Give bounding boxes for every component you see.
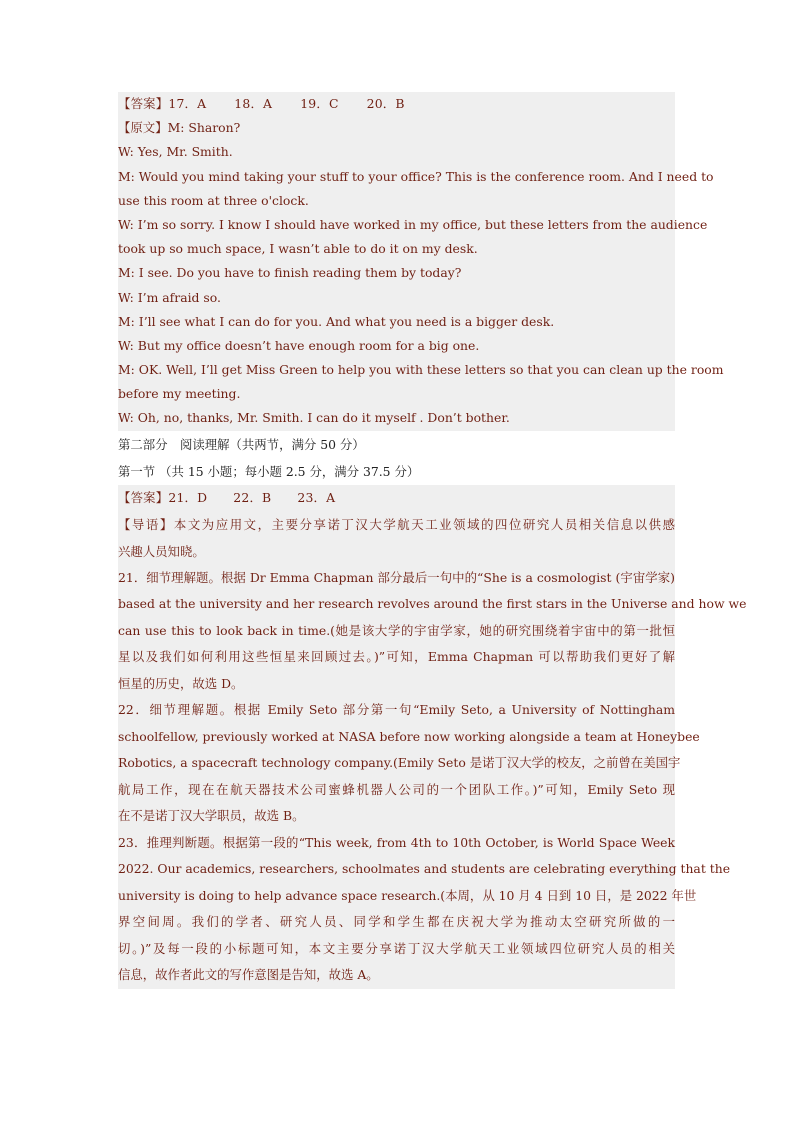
answer-item: 23．A (297, 489, 336, 505)
answer-item: 20．B (366, 96, 405, 111)
transcript-line: W: Oh, no, thanks, Mr. Smith. I can do it myself . Don’t bother. (118, 410, 510, 426)
explanation-line: 21．细节理解题。根据 Dr Emma Chapman 部分最后一句中的“She is a cosmologist (宇宙学家) (118, 569, 675, 585)
transcript-line: W: I’m so sorry. I know I should have worked in my office, but these letters from the audience (118, 216, 708, 232)
reading-block (118, 485, 747, 989)
answer-item: 21．D (168, 489, 208, 505)
transcript-line: W: But my office doesn’t have enough room for a big one. (118, 337, 480, 353)
transcript-line: before my meeting. (118, 386, 241, 402)
document-page (118, 92, 747, 989)
transcript-line: M: Would you mind taking your stuff to your office? This is the conference room. And I need to (118, 168, 714, 184)
explanation-line: 切。)”及每一段的小标题可知，本文主要分享诺丁汉大学航天工业领域四位研究人员的相关 (118, 940, 675, 956)
answer-label: 【答案】 (118, 489, 169, 505)
answer-label: 【答案】 (118, 96, 169, 111)
transcript-line: M: I see. Do you have to finish reading them by today? (118, 265, 462, 281)
explanation-line: 界空间周。我们的学者、研究人员、同学和学生都在庆祝大学为推动太空研究所做的一 (118, 914, 675, 930)
explanation-line: can use this to look back in time.(她是该大学的宇宙学家，她的研究围绕着宇宙中的第一批恒 (118, 622, 675, 638)
transcript-line: M: OK. Well, I’ll get Miss Green to help you with these letters so that you can clean up the room (118, 362, 724, 378)
reading-answer (118, 485, 675, 511)
explanation-line: 恒星的历史，故选 D。 (118, 675, 244, 691)
explanation-line: 22．细节理解题。根据 Emily Seto 部分第一句“Emily Seto, a University of Nottingham (118, 702, 675, 718)
explanation-line: Robotics, a spacecraft technology company.(Emily Seto 是诺丁汉大学的校友，之前曾在美国宇 (118, 755, 681, 771)
explanation-line: 2022. Our academics, researchers, schoolmates and students are celebrating everything that the (118, 861, 731, 877)
transcript-line: W: Yes, Mr. Smith. (118, 144, 233, 160)
transcript-line: use this room at three o'clock. (118, 192, 309, 208)
answer-item: 22．B (233, 489, 272, 505)
explanation-line: 航局工作，现在在航天器技术公司蜜蜂机器人公司的一个团队工作。)”可知，Emily Seto 现 (118, 781, 675, 797)
explanation-line: schoolfellow, previously worked at NASA before now working alongside a team at Honeybee (118, 728, 700, 744)
listening-block (118, 92, 724, 431)
transcript-text: M: Sharon? (167, 120, 241, 136)
section-heading: 第一节 （共 15 小题；每小题 2.5 分，满分 37.5 分） (118, 463, 420, 479)
transcript-line: took up so much space, I wasn’t able to do it on my desk. (118, 241, 478, 257)
explanation-line: 23．推理判断题。根据第一段的“This week, from 4th to 10th October, is World Space Week (118, 834, 675, 850)
guide-line: 【导语】本文为应用文，主要分享诺丁汉大学航天工业领域的四位研究人员相关信息以供感 (118, 516, 675, 532)
answer-item: 19．C (300, 96, 339, 111)
answer-item: 18．A (234, 96, 273, 111)
explanation-line: 在不是诺丁汉大学职员，故选 B。 (118, 808, 305, 824)
part-heading: 第二部分 阅读理解（共两节，满分 50 分） (118, 436, 365, 452)
guide-line: 兴趣人员知晓。 (118, 543, 205, 559)
transcript-line: W: I’m afraid so. (118, 289, 221, 305)
explanation-line: 信息，故作者此文的写作意图是告知，故选 A。 (118, 967, 379, 983)
transcript-line: M: I’ll see what I can do for you. And what you need is a bigger desk. (118, 313, 555, 329)
transcript-label: 【原文】 (118, 120, 168, 136)
section-headings (118, 431, 675, 485)
explanation-line: 星以及我们如何利用这些恒星来回顾过去。)”可知，Emma Chapman 可以帮助我们更好了解 (118, 649, 675, 665)
answer-item: 17．A (168, 96, 207, 111)
transcript-line (118, 116, 675, 140)
explanation-line: university is doing to help advance space research.(本周，从 10 月 4 日到 10 日，是 2022 年世 (118, 887, 697, 903)
listening-answer (118, 92, 675, 116)
explanation-line: based at the university and her research revolves around the first stars in the Universe and how we (118, 596, 747, 612)
